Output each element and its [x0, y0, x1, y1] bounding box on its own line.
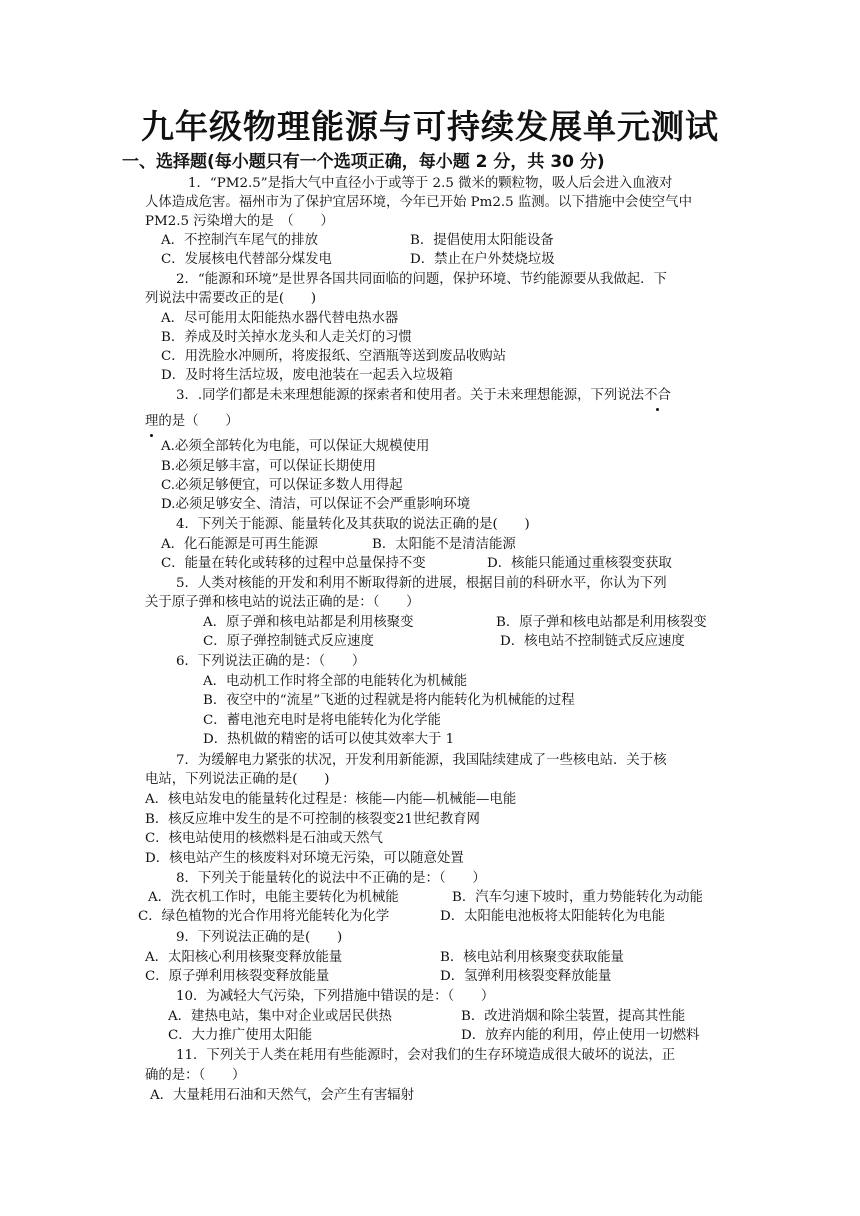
q3-option-d: D.必须足够安全、清洁，可以保证不会严重影响环境	[161, 497, 471, 512]
q5-option-c: C．原子弹控制链式反应速度	[203, 634, 374, 649]
q7-option-b: B．核反应堆中发生的是不可控制的核裂变21世纪教育网	[145, 812, 480, 827]
q1-stem-line-2: 人体造成危害。福州市为了保护宜居环境，今年已开始 Pm2.5 监测。以下措施中会使空气中	[145, 195, 692, 210]
q3-emphasis-not-reasonable: 不合	[644, 386, 671, 406]
q2-stem-line-2: 列说法中需要改正的是( )	[145, 291, 317, 306]
q5-stem-line-1: 5．人类对核能的开发和利用不断取得新的进展，根据目前的科研水平，你认为下列	[176, 576, 667, 591]
q2-option-b: B．养成及时关掉水龙头和人走关灯的习惯	[161, 330, 412, 345]
q1-stem-line-3: PM2.5 污染增大的是 （ ）	[145, 214, 334, 229]
q5-option-a: A．原子弹和核电站都是利用核聚变	[203, 615, 414, 630]
q7-option-d: D．核电站产生的核废料对环境无污染，可以随意处置	[145, 851, 464, 866]
q7-stem-line-1: 7．为缓解电力紧张的状况，开发利用新能源，我国陆续建成了一些核电站．关于核	[176, 753, 667, 768]
q1-option-c: C．发展核电代替部分煤发电	[161, 252, 332, 267]
q1-option-d: D．禁止在户外焚烧垃圾	[410, 252, 555, 267]
q8-option-d: D．太阳能电池板将太阳能转化为电能	[440, 909, 665, 924]
q3-option-b: B.必须足够丰富，可以保证长期使用	[161, 459, 376, 474]
q9-option-d: D．氢弹利用核裂变释放能量	[440, 969, 612, 984]
q1-stem-line-1: 1．“PM2.5”是指大气中直径小于或等于 2.5 微米的颗粒物，吸人后会进入血液对	[188, 176, 673, 191]
q2-option-a: A．尽可能用太阳能热水器代替电热水器	[161, 311, 399, 326]
q8-stem-line-1: 8．下列关于能量转化的说法中不正确的是：（ ）	[176, 871, 486, 886]
q4-option-b: B．太阳能不是清洁能源	[372, 537, 516, 552]
q10-option-b: B．改进消烟和除尘装置，提高其性能	[461, 1009, 686, 1024]
exam-title: 九年级物理能源与可持续发展单元测试	[141, 107, 719, 146]
q6-option-c: C．蓄电池充电时是将电能转化为化学能	[203, 713, 441, 728]
q8-option-b: B．汽车匀速下坡时，重力势能转化为动能	[452, 890, 703, 905]
q4-option-d: D．核能只能通过重核裂变获取	[487, 556, 672, 571]
q3-stem-line-1	[176, 386, 671, 406]
q2-stem-line-1: 2．“能源和环境”是世界各国共同面临的问题，保护环境、节约能源要从我做起．下	[176, 272, 667, 287]
q3-stem-text: 3．.同学们都是未来理想能源的探索者和使用者。关于未来理想能源，下列说法	[176, 388, 645, 403]
q9-option-b: B．核电站利用核聚变获取能量	[440, 950, 624, 965]
q11-option-a: A．大量耗用石油和天然气，会产生有害辐射	[150, 1088, 415, 1103]
q7-option-a: A．核电站发电的能量转化过程是：核能—内能—机械能—电能	[145, 792, 517, 807]
q10-stem-line-1: 10．为减轻大气污染，下列措施中错误的是：（ ）	[176, 989, 495, 1004]
section-heading: 一、选择题(每小题只有一个选项正确，每小题 2 分，共 30 分)	[122, 152, 605, 172]
q6-option-a: A．电动机工作时将全部的电能转化为机械能	[203, 674, 468, 689]
q3-emphasis-li: 理	[145, 412, 158, 432]
q10-option-d: D．放弃内能的利用，停止使用一切燃料	[461, 1028, 700, 1043]
q9-stem-line-1: 9．下列说法正确的是( )	[176, 930, 343, 945]
q2-option-c: C．用洗脸水冲厕所，将废报纸、空酒瓶等送到废品收购站	[161, 349, 507, 364]
q5-option-b: B．原子弹和核电站都是利用核裂变	[496, 615, 707, 630]
q2-option-d: D．及时将生活垃圾，废电池装在一起丢入垃圾箱	[161, 368, 453, 383]
q11-stem-line-1: 11．下列关于人类在耗用有些能源时，会对我们的生存环境造成很大破坏的说法，正	[176, 1048, 676, 1063]
q1-option-a: A．不控制汽车尾气的排放	[161, 233, 318, 248]
q6-stem-line-1: 6．下列说法正确的是：（ ）	[176, 654, 366, 669]
q3-stem-tail: 的是（ ）	[158, 414, 239, 429]
q1-option-b: B．提倡使用太阳能设备	[410, 233, 554, 248]
q4-option-c: C．能量在转化或转移的过程中总量保持不变	[161, 556, 426, 571]
q3-option-a: A.必须全部转化为电能，可以保证大规模使用	[161, 439, 430, 454]
q7-option-c: C．核电站使用的核燃料是石油或天然气	[145, 831, 383, 846]
q4-option-a: A．化石能源是可再生能源	[161, 537, 318, 552]
q11-stem-line-2: 确的是：（ ）	[145, 1068, 246, 1083]
q4-stem-line-1: 4．下列关于能源、能量转化及其获取的说法正确的是( )	[176, 517, 530, 532]
q10-option-a: A．建热电站，集中对企业或居民供热	[168, 1009, 392, 1024]
q10-option-c: C．大力推广使用太阳能	[168, 1028, 313, 1043]
q5-option-d: D．核电站不控制链式反应速度	[500, 634, 685, 649]
q5-stem-line-2: 关于原子弹和核电站的说法正确的是：（ ）	[145, 595, 420, 610]
q3-stem-line-2	[145, 412, 239, 432]
q9-option-a: A．太阳核心利用核聚变释放能量	[145, 950, 343, 965]
q6-option-b: B．夜空中的“流星”飞逝的过程就是将内能转化为机械能的过程	[203, 693, 575, 708]
q3-option-c: C.必须足够便宜，可以保证多数人用得起	[161, 478, 403, 493]
q9-option-c: C．原子弹利用核裂变释放能量	[145, 969, 330, 984]
q6-option-d: D．热机做的精密的话可以使其效率大于 1	[203, 732, 455, 747]
q8-option-a: A．洗衣机工作时，电能主要转化为机械能	[148, 890, 399, 905]
q7-stem-line-2: 电站，下列说法正确的是( )	[145, 772, 330, 787]
q8-option-c: C．绿色植物的光合作用将光能转化为化学	[138, 909, 390, 924]
